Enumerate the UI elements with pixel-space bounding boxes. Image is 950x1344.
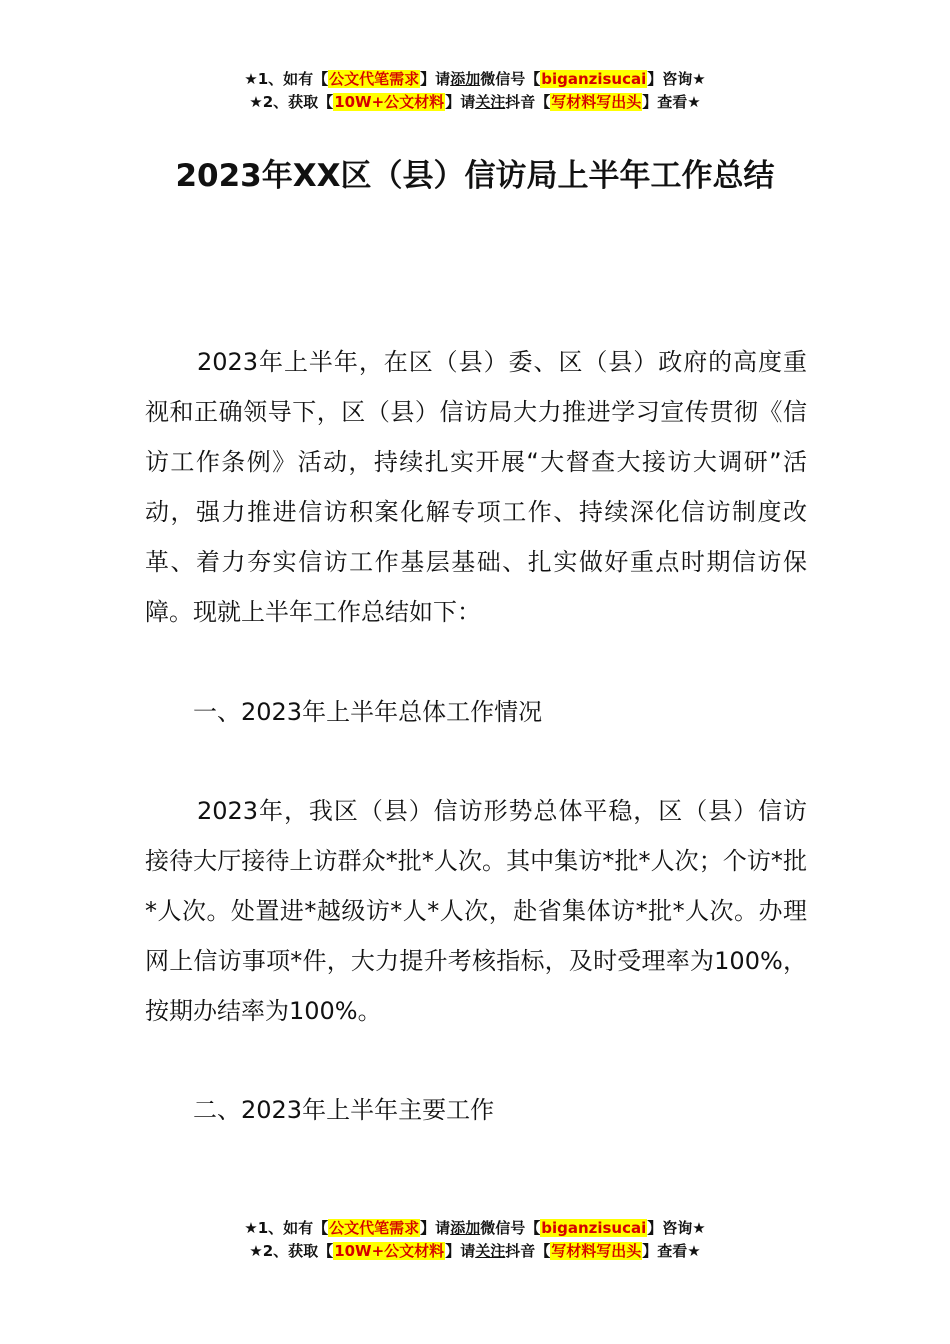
banner-highlight: 公文代笔需求	[329, 1219, 420, 1237]
banner-underline: 关注	[475, 1242, 506, 1260]
banner-text: ★1、如有【	[244, 1219, 329, 1237]
banner-text: 】查看★	[642, 93, 701, 111]
banner-text: ★2、获取【	[249, 1242, 334, 1260]
banner-highlight: 公文代笔需求	[329, 70, 420, 88]
banner-text: ★1、如有【	[244, 70, 329, 88]
banner-text: 】请	[445, 93, 476, 111]
banner-line-2	[0, 1240, 950, 1263]
banner-text: 抖音【	[505, 1242, 551, 1260]
banner-highlight: biganzisucai	[541, 1219, 647, 1237]
banner-text: 微信号【	[480, 70, 541, 88]
document-title: 2023年XX区（县）信访局上半年工作总结	[175, 158, 775, 194]
section-heading-1: 一、2023年上半年总体工作情况	[193, 698, 543, 726]
banner-highlight: biganzisucai	[541, 70, 647, 88]
footer-banner	[0, 1217, 950, 1263]
banner-highlight: 10W+公文材料	[334, 1242, 445, 1260]
banner-text: 微信号【	[480, 1219, 541, 1237]
banner-underline: 添加	[450, 1219, 481, 1237]
banner-line-1	[0, 68, 950, 91]
banner-text: 】查看★	[642, 1242, 701, 1260]
banner-line-1	[0, 1217, 950, 1240]
banner-underline: 添加	[450, 70, 481, 88]
banner-line-2	[0, 91, 950, 114]
header-banner	[0, 68, 950, 114]
paragraph-intro: 2023年上半年，在区（县）委、区（县）政府的高度重视和正确领导下，区（县）信访局大力推进学习宣传贯彻《信访工作条例》活动，持续扎实开展“大督查大接访大调研”活动，强力推进信访积案化解专项工作、持续深化信访制度改革、着力夯实信访工作基层基础、扎实做好重点时期信访保障。现就上半年工作总结如下：	[145, 348, 807, 626]
banner-text: 】咨询★	[647, 70, 706, 88]
banner-text: 】咨询★	[647, 1219, 706, 1237]
banner-text: 】请	[420, 70, 451, 88]
banner-text: 抖音【	[505, 93, 551, 111]
banner-highlight: 写材料写出头	[551, 1242, 642, 1260]
banner-highlight: 10W+公文材料	[334, 93, 445, 111]
banner-underline: 关注	[475, 93, 506, 111]
banner-text: ★2、获取【	[249, 93, 334, 111]
section-heading-2: 二、2023年上半年主要工作	[193, 1096, 495, 1124]
paragraph-overview: 2023年，我区（县）信访形势总体平稳，区（县）信访接待大厅接待上访群众*批*人次。其中集访*批*人次；个访*批*人次。处置进*越级访*人*人次，赴省集体访*批*人次。办理网上信访事项*件，大力提升考核指标，及时受理率为100%，按期办结率为100%。	[145, 797, 807, 1025]
banner-text: 】请	[420, 1219, 451, 1237]
banner-text: 】请	[445, 1242, 476, 1260]
banner-highlight: 写材料写出头	[551, 93, 642, 111]
